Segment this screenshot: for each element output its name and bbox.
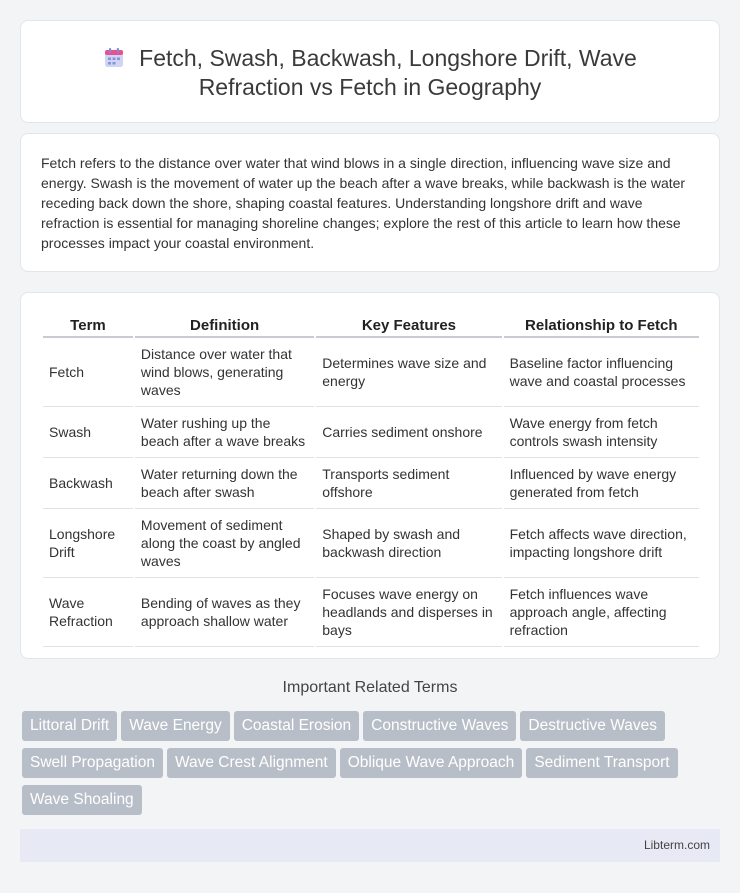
table-cell: Backwash (43, 458, 133, 509)
table-row (43, 407, 699, 458)
table-row (43, 578, 699, 647)
footer (20, 829, 720, 862)
table-cell: Longshore Drift (43, 509, 133, 578)
table-cell: Wave energy from fetch controls swash intensity (504, 407, 699, 458)
table-cell: Wave Refraction (43, 578, 133, 647)
calendar-icon (103, 47, 125, 69)
table-cell: Water returning down the beach after swash (135, 458, 314, 509)
table-cell: Transports sediment offshore (316, 458, 501, 509)
table-row (43, 458, 699, 509)
column-header: Key Features (316, 313, 501, 338)
tag-coastal-erosion[interactable]: Coastal Erosion (234, 711, 359, 741)
table-header-row (43, 313, 699, 338)
table-cell: Fetch affects wave direction, impacting longshore drift (504, 509, 699, 578)
table-cell: Focuses wave energy on headlands and disperses in bays (316, 578, 501, 647)
table-cell: Water rushing up the beach after a wave breaks (135, 407, 314, 458)
table-cell: Influenced by wave energy generated from fetch (504, 458, 699, 509)
table-cell: Carries sediment onshore (316, 407, 501, 458)
tag-swell-propagation[interactable]: Swell Propagation (22, 748, 163, 778)
tag-oblique-wave-approach[interactable]: Oblique Wave Approach (340, 748, 523, 778)
tag-destructive-waves[interactable]: Destructive Waves (520, 711, 665, 741)
title-card (20, 20, 720, 123)
tag-constructive-waves[interactable]: Constructive Waves (363, 711, 516, 741)
tag-wave-energy[interactable]: Wave Energy (121, 711, 229, 741)
table-card (20, 292, 720, 659)
table-cell: Bending of waves as they approach shallow water (135, 578, 314, 647)
page-title (21, 44, 719, 102)
column-header: Relationship to Fetch (504, 313, 699, 338)
related-terms-tags (22, 711, 722, 822)
tag-wave-shoaling[interactable]: Wave Shoaling (22, 785, 142, 815)
table-cell: Fetch influences wave approach angle, affecting refraction (504, 578, 699, 647)
table-cell: Baseline factor influencing wave and coastal processes (504, 338, 699, 407)
comparison-table (41, 313, 701, 647)
title-line-2: Refraction vs Fetch in Geography (198, 74, 542, 100)
table-cell: Shaped by swash and backwash direction (316, 509, 501, 578)
table-cell: Distance over water that wind blows, generating waves (135, 338, 314, 407)
intro-card (20, 133, 720, 272)
tag-wave-crest-alignment[interactable]: Wave Crest Alignment (167, 748, 336, 778)
column-header: Term (43, 313, 133, 338)
footer-site-link[interactable]: Libterm.com (643, 838, 710, 852)
table-cell: Determines wave size and energy (316, 338, 501, 407)
table-cell: Fetch (43, 338, 133, 407)
intro-text: Fetch refers to the distance over water that wind blows in a single direction, influencing wave size and energy. Swash is the movement of water up the beach after a wave breaks, while backwash is the water receding back down the shore, shaping coastal features. Understanding longshore drift and wave refraction is essential for managing shoreline changes; explore the rest of this article to learn how these processes impact your coastal environment. (41, 155, 686, 251)
table-cell: Movement of sediment along the coast by angled waves (135, 509, 314, 578)
related-terms-title: Important Related Terms (282, 679, 458, 696)
tag-sediment-transport[interactable]: Sediment Transport (526, 748, 677, 778)
table-row (43, 338, 699, 407)
table-row (43, 509, 699, 578)
tag-littoral-drift[interactable]: Littoral Drift (22, 711, 117, 741)
column-header: Definition (135, 313, 314, 338)
title-line-1: Fetch, Swash, Backwash, Longshore Drift, Wave (139, 45, 637, 71)
table-cell: Swash (43, 407, 133, 458)
